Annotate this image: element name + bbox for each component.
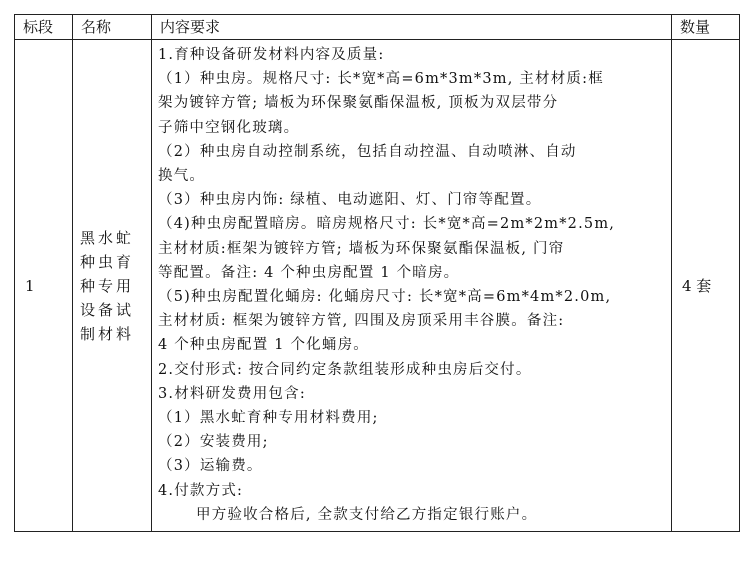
requirement-line: （2）种虫房自动控制系统，包括自动控温、自动喷淋、自动	[158, 143, 577, 160]
requirement-line: 4 个种虫房配置 1 个化蛹房。	[158, 337, 369, 354]
item-name: 黑水虻种虫育种专用设备试制材料	[80, 228, 135, 343]
header-name: 名称	[81, 18, 112, 36]
requirement-line: 主材材质: 框架为镀锌方管, 四围及房顶采用丰谷膜。备注:	[158, 313, 565, 330]
header-requirements: 内容要求	[160, 18, 221, 36]
quantity-value: 4 套	[682, 277, 712, 296]
requirement-line: 甲方验收合格后, 全款支付给乙方指定银行账户。	[196, 506, 538, 523]
requirements-cell	[152, 40, 672, 532]
header-name-cell	[73, 15, 152, 40]
requirement-line: （3）种虫房内饰: 绿植、电动遮阳、灯、门帘等配置。	[158, 192, 542, 209]
header-lot: 标段	[23, 18, 54, 36]
requirement-line: （1）黑水虻育种专用材料费用;	[158, 410, 379, 427]
lot-value: 1	[25, 277, 35, 296]
quantity-cell	[672, 40, 740, 532]
requirement-line: （2）安装费用;	[158, 434, 269, 451]
requirement-line: 等配置。备注: 4 个种虫房配置 1 个暗房。	[158, 264, 460, 281]
requirement-line: 换气。	[158, 168, 206, 185]
requirement-line: 架为镀锌方管; 墙板为环保聚氨酯保温板, 顶板为双层带分	[158, 95, 559, 112]
requirement-line: 3.材料研发费用包含:	[158, 385, 306, 402]
header-quantity-cell	[672, 15, 740, 40]
requirement-line: 4.付款方式:	[158, 482, 244, 499]
header-row	[15, 15, 740, 40]
requirement-line: （3）运输费。	[158, 458, 263, 475]
requirement-line: 1.育种设备研发材料内容及质量:	[158, 47, 385, 63]
requirement-line: （4)种虫房配置暗房。暗房规格尺寸: 长*宽*高=2m*2m*2.5m,	[158, 216, 616, 233]
requirement-line: 主材材质:框架为镀锌方管; 墙板为环保聚氨酯保温板, 门帘	[158, 240, 565, 257]
header-quantity: 数量	[680, 18, 711, 36]
name-cell	[73, 40, 152, 532]
header-lot-cell	[15, 15, 73, 40]
header-requirements-cell	[152, 15, 672, 40]
requirement-line: 子筛中空钢化玻璃。	[158, 119, 300, 136]
lot-cell	[15, 40, 73, 532]
requirement-line: （1）种虫房。规格尺寸: 长*宽*高=6m*3m*3m, 主材材质:框	[158, 71, 604, 88]
requirements-table	[14, 14, 740, 532]
requirement-line: （5)种虫房配置化蛹房: 化蛹房尺寸: 长*宽*高=6m*4m*2.0m,	[158, 289, 612, 306]
table-row	[15, 40, 740, 532]
requirement-line: 2.交付形式: 按合同约定条款组装形成种虫房后交付。	[158, 361, 532, 378]
